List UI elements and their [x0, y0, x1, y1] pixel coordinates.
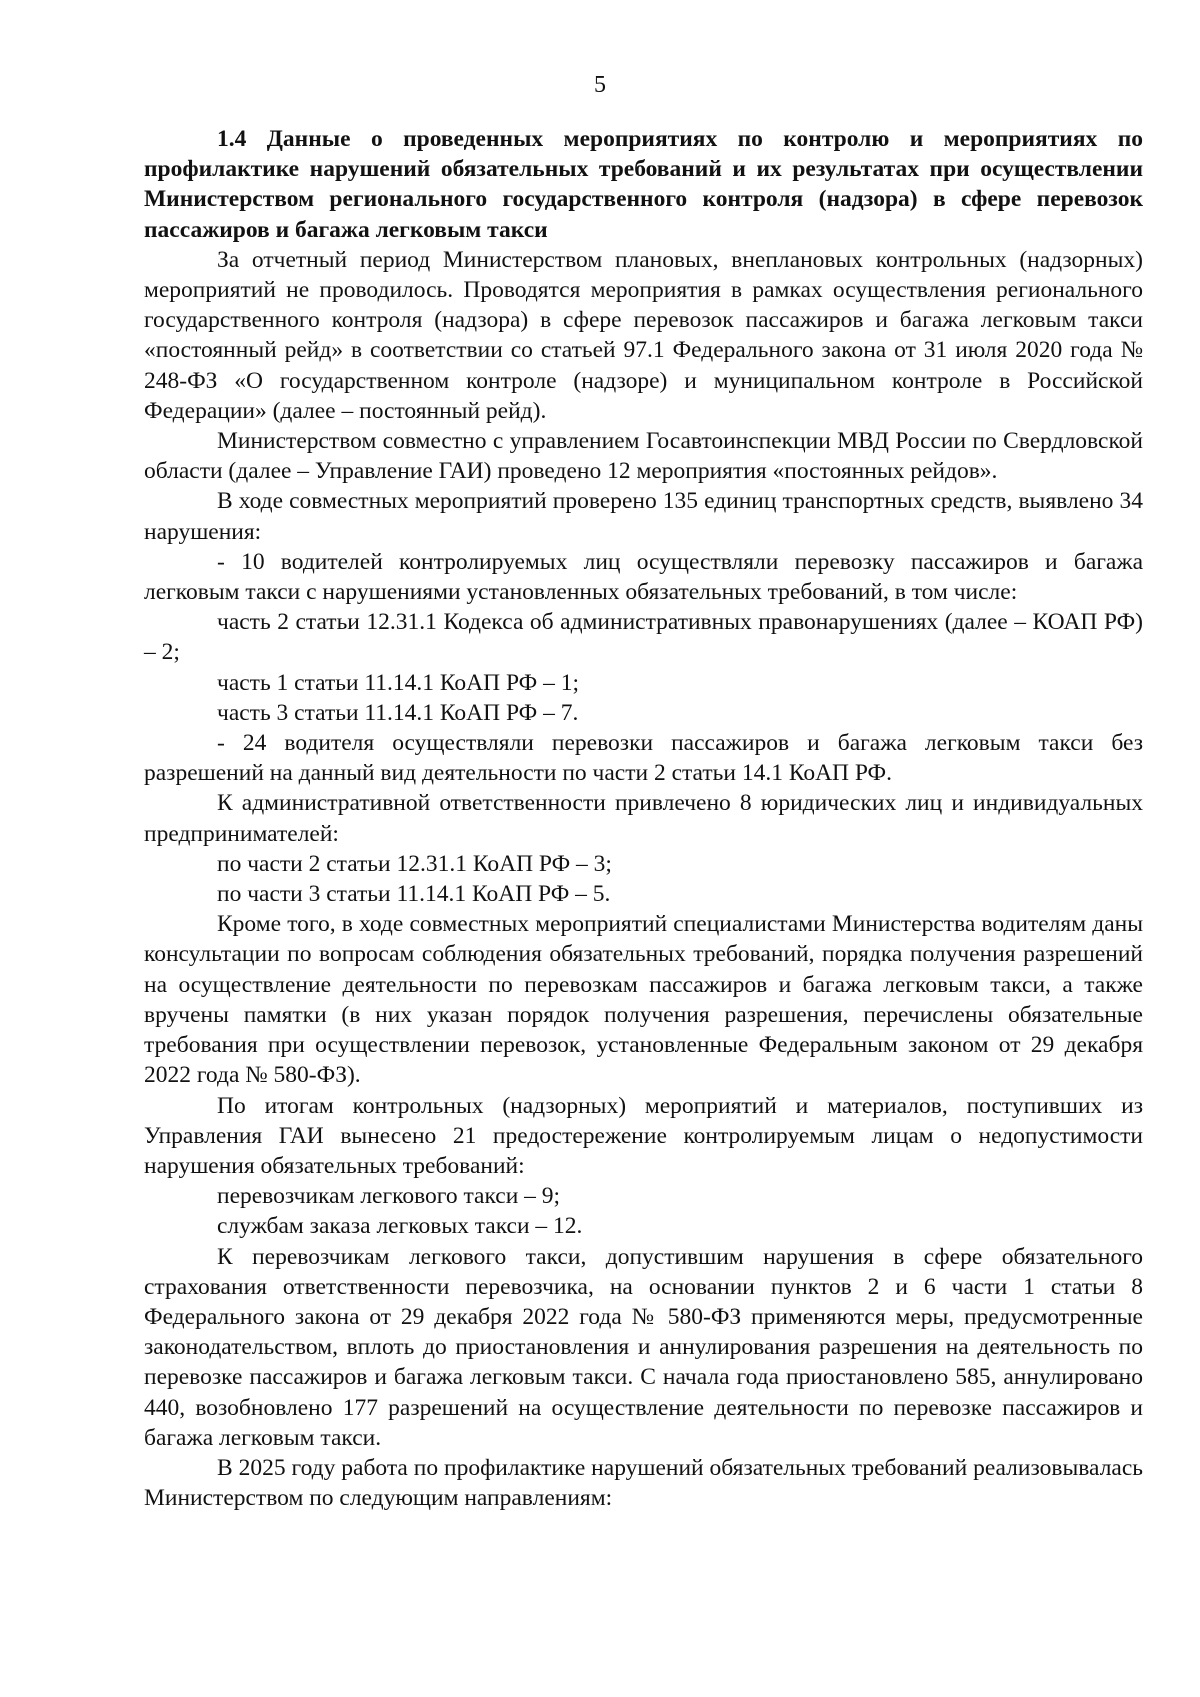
- paragraph: часть 2 статьи 12.31.1 Кодекса об административных правонарушениях (далее – КОАП РФ) – 2;: [144, 609, 1143, 666]
- paragraph: по части 3 статьи 11.14.1 КоАП РФ – 5.: [217, 881, 611, 908]
- paragraph: К перевозчикам легкового такси, допустившим нарушения в сфере обязательного страхования ответственности перевозчика, на основании пунктов 2 и 6 части 1 статьи 8 Федерального закона от 29 декабря 2022 года № 580-ФЗ применяются меры, предусмотренные законодательством, вплоть до приостановления и аннулирования разрешения на деятельность по перевозке пассажиров и багажа легковым такси. С начала года приостановлено 585, аннулировано 440, возобновлено 177 разрешений на осуществление деятельности по перевозке пассажиров и багажа легковым такси.: [144, 1243, 1143, 1451]
- paragraph: часть 3 статьи 11.14.1 КоАП РФ – 7.: [217, 699, 579, 726]
- paragraph: За отчетный период Министерством плановых, внеплановых контрольных (надзорных) мероприятий не проводилось. Проводятся мероприятия в рамках осуществления регионального государственного контроля (надзора) в сфере перевозок пассажиров и багажа легковым такси «постоянный рейд» в соответствии со статьей 97.1 Федерального закона от 31 июля 2020 года № 248-ФЗ «О государственном контроле (надзоре) и муниципальном контроле в Российской Федерации» (далее – постоянный рейд).: [144, 246, 1143, 424]
- section-heading: 1.4 Данные о проведенных мероприятиях по контролю и мероприятиях по профилактике нарушений обязательных требований и их результатах при осуществлении Министерством регионального государственного контроля (надзора) в сфере перевозок пассажиров и багажа легковым такси: [144, 126, 1143, 243]
- paragraph: перевозчикам легкового такси – 9;: [217, 1183, 561, 1210]
- paragraph: по части 2 статьи 12.31.1 КоАП РФ – 3;: [217, 850, 612, 877]
- paragraph: По итогам контрольных (надзорных) мероприятий и материалов, поступивших из Управления ГАИ вынесено 21 предостережение контролируемым лицам о недопустимости нарушения обязательных требований:: [144, 1092, 1143, 1179]
- paragraph: К административной ответственности привлечено 8 юридических лиц и индивидуальных предпринимателей:: [144, 790, 1143, 847]
- paragraph: Кроме того, в ходе совместных мероприятий специалистами Министерства водителям даны консультации по вопросам соблюдения обязательных требований, порядка получения разрешений на осуществление деятельности по перевозкам пассажиров и багажа легковым такси, а также вручены памятки (в них указан порядок получения разрешения, перечислены обязательные требования при осуществлении перевозок, установленные Федеральным законом от 29 декабря 2022 года № 580-ФЗ).: [144, 911, 1143, 1089]
- paragraph: Министерством совместно с управлением Госавтоинспекции МВД России по Свердловской области (далее – Управление ГАИ) проведено 12 мероприятия «постоянных рейдов».: [144, 428, 1143, 485]
- paragraph: - 10 водителей контролируемых лиц осуществляли перевозку пассажиров и багажа легковым такси с нарушениями установленных обязательных требований, в том числе:: [144, 548, 1143, 606]
- page-number: 5: [594, 72, 606, 98]
- document-body: [144, 124, 1143, 1513]
- paragraph: В 2025 году работа по профилактике нарушений обязательных требований реализовывалась Министерством по следующим направлениям:: [144, 1454, 1143, 1512]
- paragraph: В ходе совместных мероприятий проверено 135 единиц транспортных средств, выявлено 34 нарушения:: [144, 488, 1143, 545]
- paragraph: - 24 водителя осуществляли перевозки пассажиров и багажа легковым такси без разрешений на данный вид деятельности по части 2 статьи 14.1 КоАП РФ.: [144, 730, 1143, 787]
- paragraph: службам заказа легковых такси – 12.: [217, 1213, 583, 1240]
- paragraph: часть 1 статьи 11.14.1 КоАП РФ – 1;: [217, 669, 580, 696]
